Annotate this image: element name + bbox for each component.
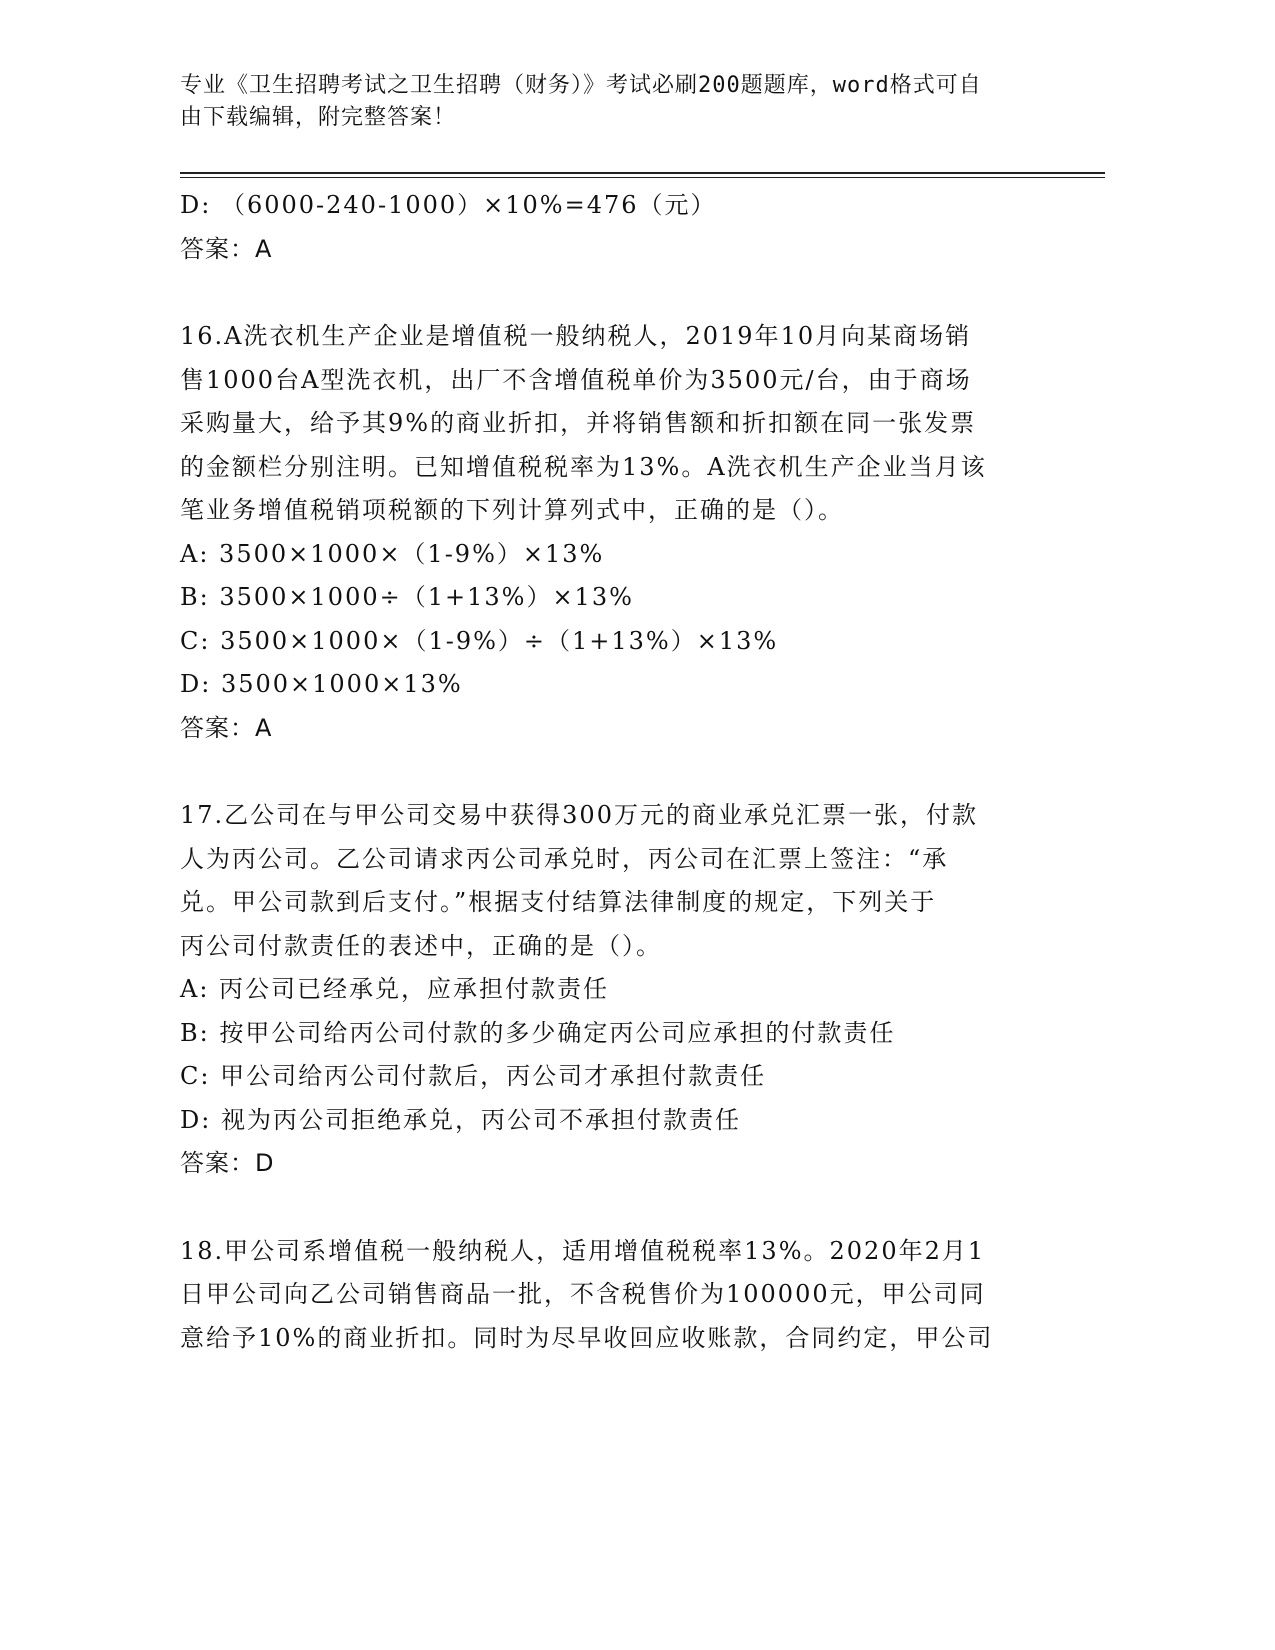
document-body xyxy=(180,184,1040,1360)
header-divider-thick xyxy=(180,172,1105,174)
question-text-line: 采购量大，给予其9%的商业折扣，并将销售额和折扣额在同一张发票 xyxy=(180,409,977,437)
question-text-line: 笔业务增值税销项税额的下列计算列式中，正确的是（）。 xyxy=(180,496,844,524)
question-15-tail xyxy=(180,184,1040,271)
option-b: B: 3500×1000÷（1+13%）×13% xyxy=(180,583,634,611)
spacer xyxy=(180,750,1040,794)
question-text-line: 18.甲公司系增值税一般纳税人，适用增值税税率13%。2020年2月1 xyxy=(180,1236,986,1265)
question-text-line: 的金额栏分别注明。已知增值税税率为13%。A洗衣机生产企业当月该 xyxy=(180,452,987,481)
question-text-line: 17.乙公司在与甲公司交易中获得300万元的商业承兑汇票一张，付款 xyxy=(180,801,978,829)
option-a: A: 丙公司已经承兑，应承担付款责任 xyxy=(180,975,610,1003)
question-text-line: 16.A洗衣机生产企业是增值税一般纳税人，2019年10月向某商场销 xyxy=(180,322,972,350)
question-text-line: 日甲公司向乙公司销售商品一批，不含税售价为100000元，甲公司同 xyxy=(180,1280,986,1308)
question-17 xyxy=(180,794,1040,1186)
option-c: C: 甲公司给丙公司付款后，丙公司才承担付款责任 xyxy=(180,1062,767,1090)
header-divider-thin xyxy=(180,177,1105,178)
page-header xyxy=(180,70,1040,134)
option-a: A: 3500×1000×（1-9%）×13% xyxy=(180,539,605,568)
option-d: D: 视为丙公司拒绝承兑，丙公司不承担付款责任 xyxy=(180,1105,741,1134)
spacer xyxy=(180,1186,1040,1230)
question-text-line: 人为丙公司。乙公司请求丙公司承兑时，丙公司在汇票上签注：“承 xyxy=(180,844,949,873)
question-text-line: 丙公司付款责任的表述中，正确的是（）。 xyxy=(180,931,662,960)
answer-line: 答案：D xyxy=(180,1149,275,1177)
header-line-1: 专业《卫生招聘考试之卫生招聘（财务）》考试必刷200题题库，word格式可自 xyxy=(180,73,982,98)
option-d: D: 3500×1000×13% xyxy=(180,670,463,698)
question-text-line: 意给予10%的商业折扣。同时为尽早收回应收账款，合同约定，甲公司 xyxy=(180,1323,994,1352)
question-16 xyxy=(180,315,1040,750)
option-b: B: 按甲公司给丙公司付款的多少确定丙公司应承担的付款责任 xyxy=(180,1018,896,1047)
spacer xyxy=(180,271,1040,315)
answer-line: 答案：A xyxy=(180,713,273,742)
question-18 xyxy=(180,1230,1040,1361)
option-c: C: 3500×1000×（1-9%）÷（1+13%）×13% xyxy=(180,626,779,655)
answer-line: 答案：A xyxy=(180,234,273,263)
header-line-2: 由下载编辑，附完整答案！ xyxy=(180,105,457,130)
option-d: D: （6000-240-1000）×10%=476（元） xyxy=(180,191,717,219)
question-text-line: 售1000台A型洗衣机，出厂不含增值税单价为3500元/台，由于商场 xyxy=(180,365,972,394)
question-text-line: 兑。甲公司款到后支付。”根据支付结算法律制度的规定，下列关于 xyxy=(180,888,937,916)
